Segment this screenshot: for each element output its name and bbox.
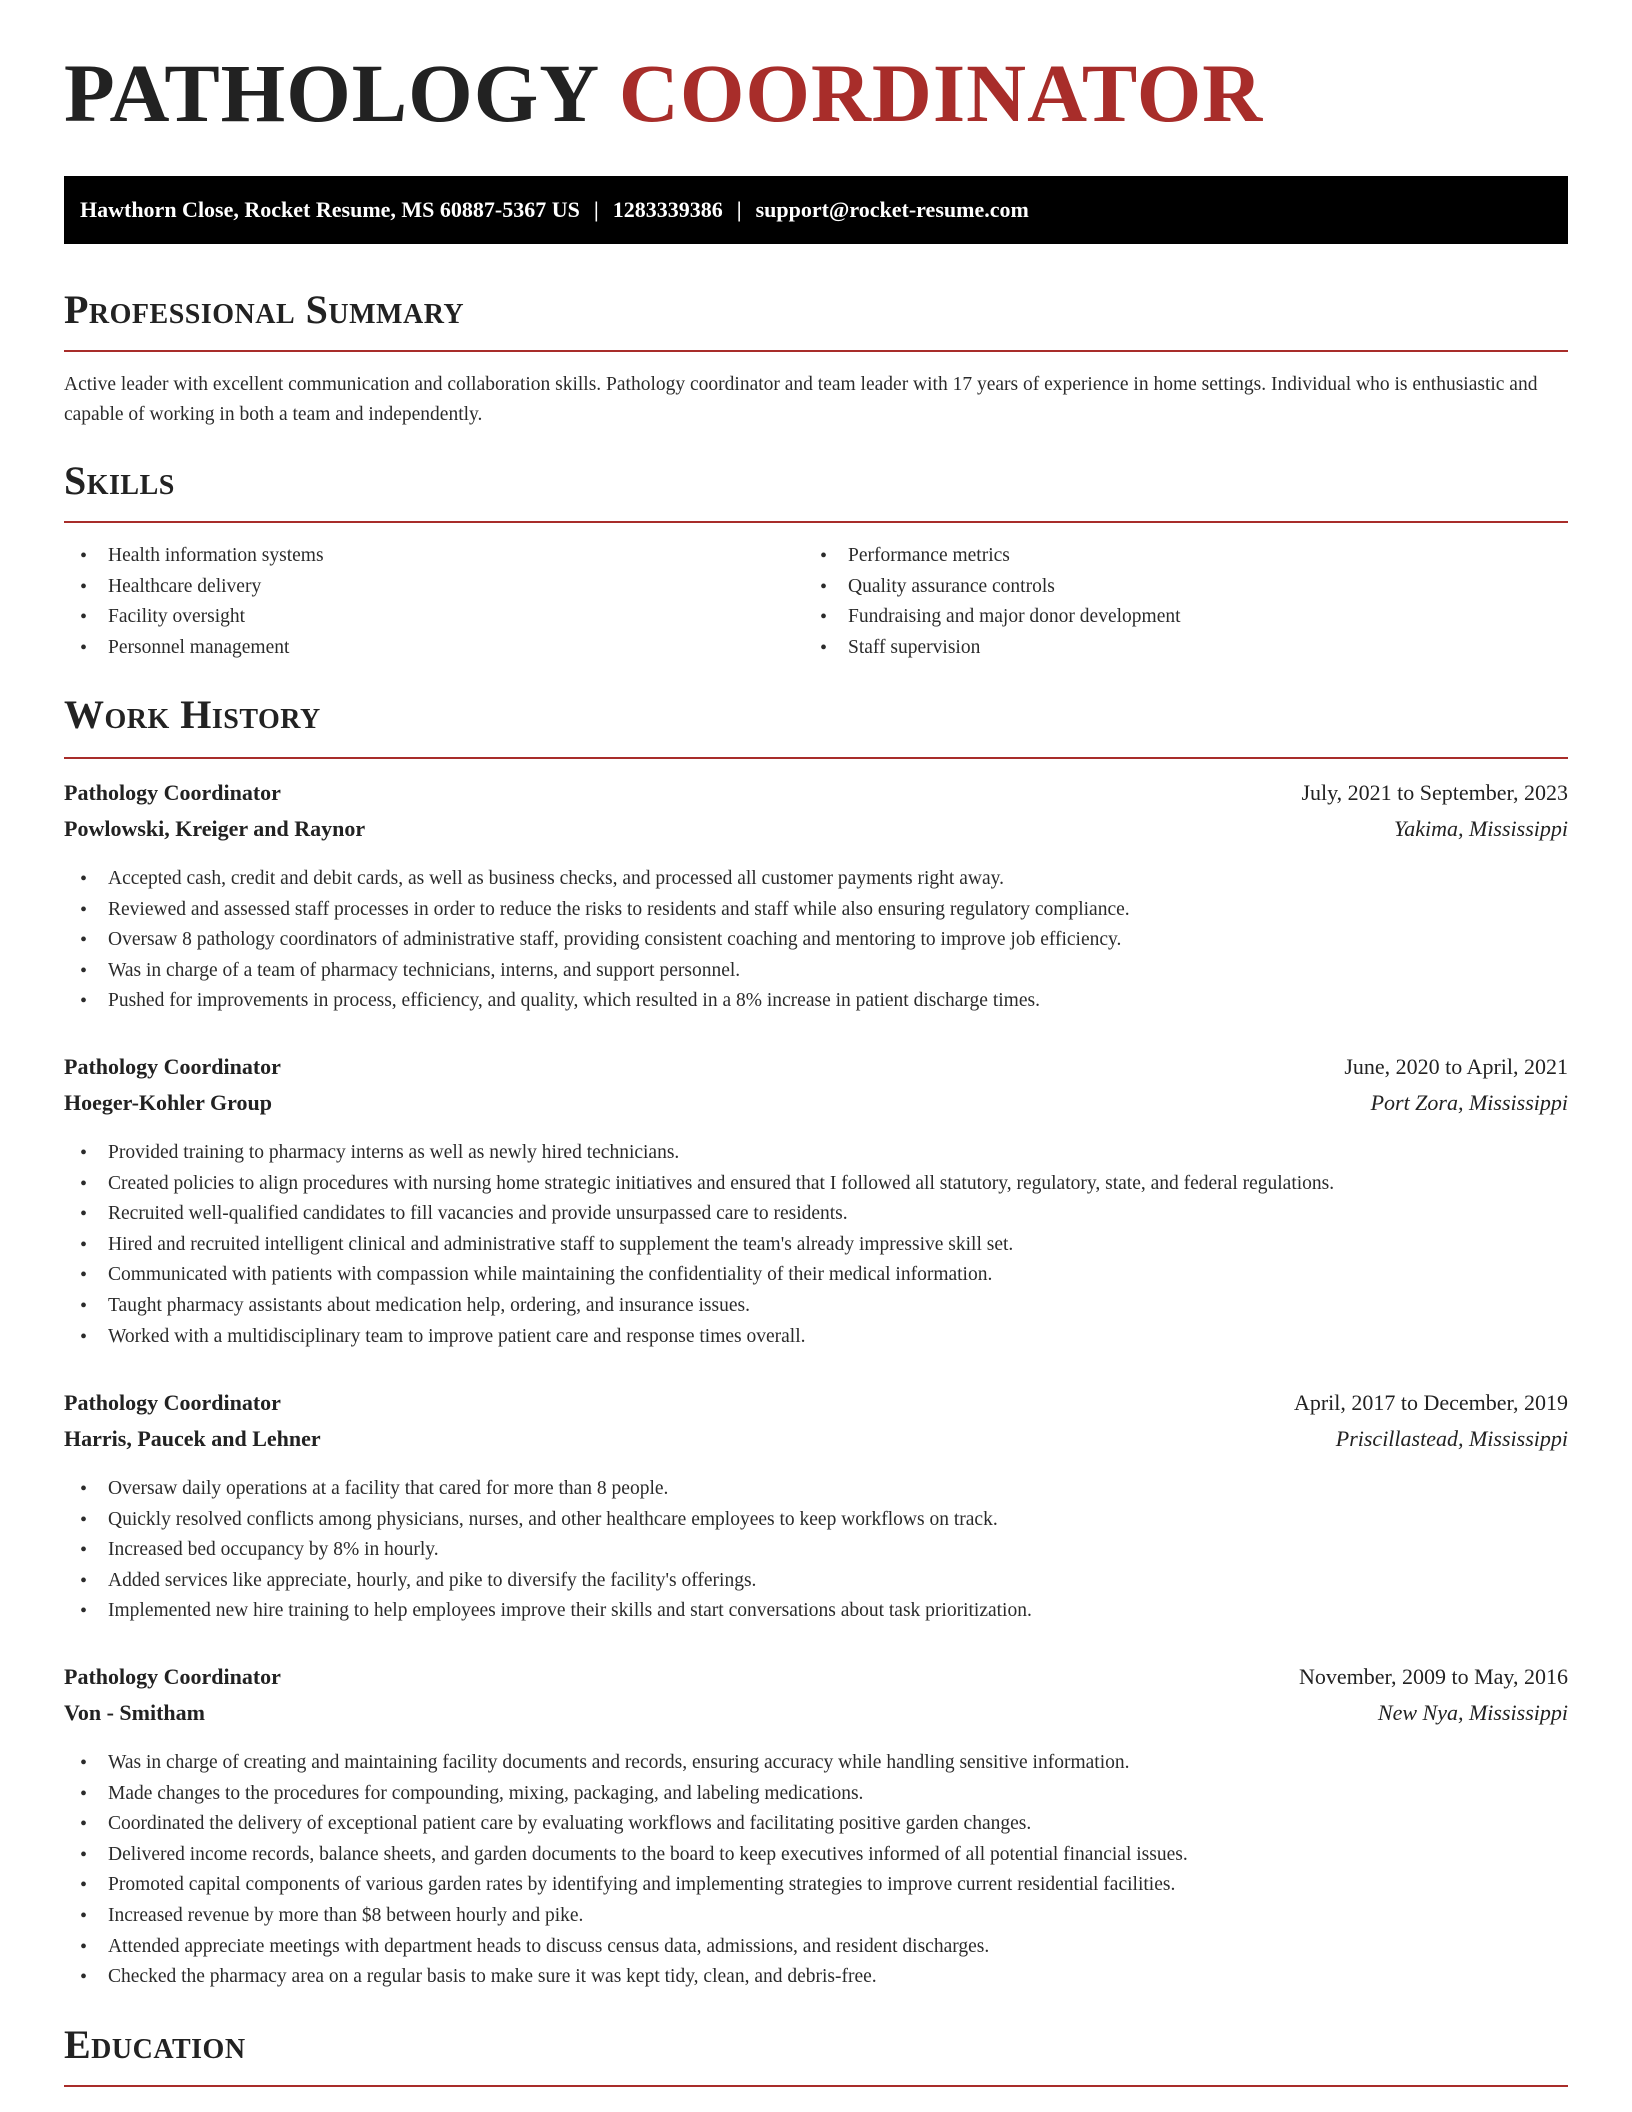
- job-title: Pathology Coordinator: [64, 780, 281, 805]
- job-bullet: • Hired and recruited intelligent clinical and administrative staff to supplement the team's already impressive skill set.: [64, 1230, 1568, 1261]
- job-dates: April, 2017 to December, 2019: [1293, 1390, 1568, 1415]
- job-bullet: • Increased revenue by more than $8 between hourly and pike.: [64, 1901, 1568, 1932]
- job-bullet: • Promoted capital components of various garden rates by identifying and implementing strategies to improve current residential facilities.: [64, 1870, 1568, 1901]
- job-bullet: • Oversaw daily operations at a facility that cared for more than 8 people.: [64, 1474, 1568, 1505]
- job-bullet: • Taught pharmacy assistants about medication help, ordering, and insurance issues.: [64, 1291, 1568, 1322]
- job-entry: [64, 1054, 1568, 1352]
- job-entry: [64, 780, 1568, 1017]
- skill-item: • Staff supervision: [804, 633, 1181, 664]
- job-bullets: [64, 1748, 1568, 1993]
- job-bullets: [64, 1138, 1568, 1352]
- job-bullets: [64, 864, 1568, 1017]
- job-bullet: • Implemented new hire training to help employees improve their skills and start conversations about task prioritization.: [64, 1596, 1568, 1627]
- job-entry: [64, 1390, 1568, 1627]
- job-bullet: • Worked with a multidisciplinary team to improve patient care and response times overall.: [64, 1322, 1568, 1353]
- job-bullet: • Attended appreciate meetings with department heads to discuss census data, admissions, and resident discharges.: [64, 1932, 1568, 1963]
- title-part-1: PATHOLOGY: [64, 47, 598, 139]
- job-bullet: • Accepted cash, credit and debit cards, as well as business checks, and processed all customer payments right away.: [64, 864, 1568, 895]
- job-entry: [64, 1664, 1568, 1993]
- contact-bar: [64, 176, 1568, 244]
- resume-title: [64, 47, 1264, 139]
- contact-separator: |: [736, 197, 742, 222]
- job-bullet: • Quickly resolved conflicts among physicians, nurses, and other healthcare employees to keep workflows on track.: [64, 1505, 1568, 1536]
- job-title: Pathology Coordinator: [64, 1390, 281, 1415]
- title-part-2: COORDINATOR: [618, 47, 1264, 139]
- job-bullet: • Oversaw 8 pathology coordinators of administrative staff, providing consistent coaching and mentoring to improve job efficiency.: [64, 925, 1568, 956]
- skills-list-left: [64, 541, 324, 663]
- job-bullet: • Delivered income records, balance sheets, and garden documents to the board to keep executives informed of all potential financial issues.: [64, 1840, 1568, 1871]
- skill-item: • Personnel management: [64, 633, 324, 664]
- job-dates: November, 2009 to May, 2016: [1299, 1664, 1568, 1689]
- skill-item: • Performance metrics: [804, 541, 1181, 572]
- job-bullet: • Made changes to the procedures for compounding, mixing, packaging, and labeling medications.: [64, 1779, 1568, 1810]
- job-location: Priscillastead, Mississippi: [1335, 1426, 1568, 1451]
- job-bullets: [64, 1474, 1568, 1627]
- job-title: Pathology Coordinator: [64, 1054, 281, 1079]
- skill-item: • Fundraising and major donor development: [804, 602, 1181, 633]
- job-bullet: • Recruited well-qualified candidates to fill vacancies and provide unsurpassed care to residents.: [64, 1199, 1568, 1230]
- job-bullet: • Added services like appreciate, hourly, and pike to diversify the facility's offerings.: [64, 1566, 1568, 1597]
- skill-item: • Quality assurance controls: [804, 572, 1181, 603]
- summary-text: Active leader with excellent communication and collaboration skills. Pathology coordinator and team leader with 17 years of experience in home settings. Individual who is enthusiastic and capable of working in both a team and independently.: [64, 374, 1538, 425]
- section-divider: [64, 757, 1568, 759]
- work-history-heading: Work History: [64, 692, 321, 737]
- skill-item: • Facility oversight: [64, 602, 324, 633]
- job-dates: July, 2021 to September, 2023: [1301, 780, 1568, 805]
- job-company: Von - Smitham: [64, 1700, 205, 1725]
- job-title: Pathology Coordinator: [64, 1664, 281, 1689]
- contact-separator: |: [593, 197, 599, 222]
- job-bullet: • Was in charge of a team of pharmacy technicians, interns, and support personnel.: [64, 956, 1568, 987]
- job-bullet: • Checked the pharmacy area on a regular basis to make sure it was kept tidy, clean, and debris-free.: [64, 1962, 1568, 1993]
- job-location: Port Zora, Mississippi: [1370, 1090, 1568, 1115]
- job-bullet: • Communicated with patients with compassion while maintaining the confidentiality of their medical information.: [64, 1260, 1568, 1291]
- job-company: Harris, Paucek and Lehner: [64, 1426, 321, 1451]
- education-heading: Education: [64, 2022, 246, 2067]
- skills-heading: Skills: [64, 458, 175, 503]
- contact-address: Hawthorn Close, Rocket Resume, MS 60887-5367 US: [80, 197, 580, 222]
- skill-item: • Healthcare delivery: [64, 572, 324, 603]
- job-bullet: • Coordinated the delivery of exceptional patient care by evaluating workflows and facilitating positive garden changes.: [64, 1809, 1568, 1840]
- section-divider: [64, 350, 1568, 352]
- job-location: Yakima, Mississippi: [1393, 816, 1568, 841]
- job-location: New Nya, Mississippi: [1377, 1700, 1568, 1725]
- skills-list-right: [804, 541, 1181, 663]
- contact-phone: 1283339386: [612, 197, 723, 222]
- section-divider: [64, 2085, 1568, 2087]
- job-company: Powlowski, Kreiger and Raynor: [64, 816, 366, 841]
- summary-heading: Professional Summary: [64, 287, 465, 332]
- job-bullet: • Pushed for improvements in process, efficiency, and quality, which resulted in a 8% increase in patient discharge times.: [64, 986, 1568, 1017]
- job-bullet: • Was in charge of creating and maintaining facility documents and records, ensuring accuracy while handling sensitive information.: [64, 1748, 1568, 1779]
- job-bullet: • Created policies to align procedures with nursing home strategic initiatives and ensured that I followed all statutory, regulatory, state, and federal regulations.: [64, 1169, 1568, 1200]
- job-dates: June, 2020 to April, 2021: [1344, 1054, 1568, 1079]
- job-company: Hoeger-Kohler Group: [64, 1090, 272, 1115]
- job-bullet: • Increased bed occupancy by 8% in hourly.: [64, 1535, 1568, 1566]
- section-divider: [64, 521, 1568, 523]
- job-bullet: • Provided training to pharmacy interns as well as newly hired technicians.: [64, 1138, 1568, 1169]
- job-bullet: • Reviewed and assessed staff processes in order to reduce the risks to residents and staff while also ensuring regulatory compliance.: [64, 895, 1568, 926]
- skill-item: • Health information systems: [64, 541, 324, 572]
- contact-email: support@rocket-resume.com: [755, 197, 1029, 222]
